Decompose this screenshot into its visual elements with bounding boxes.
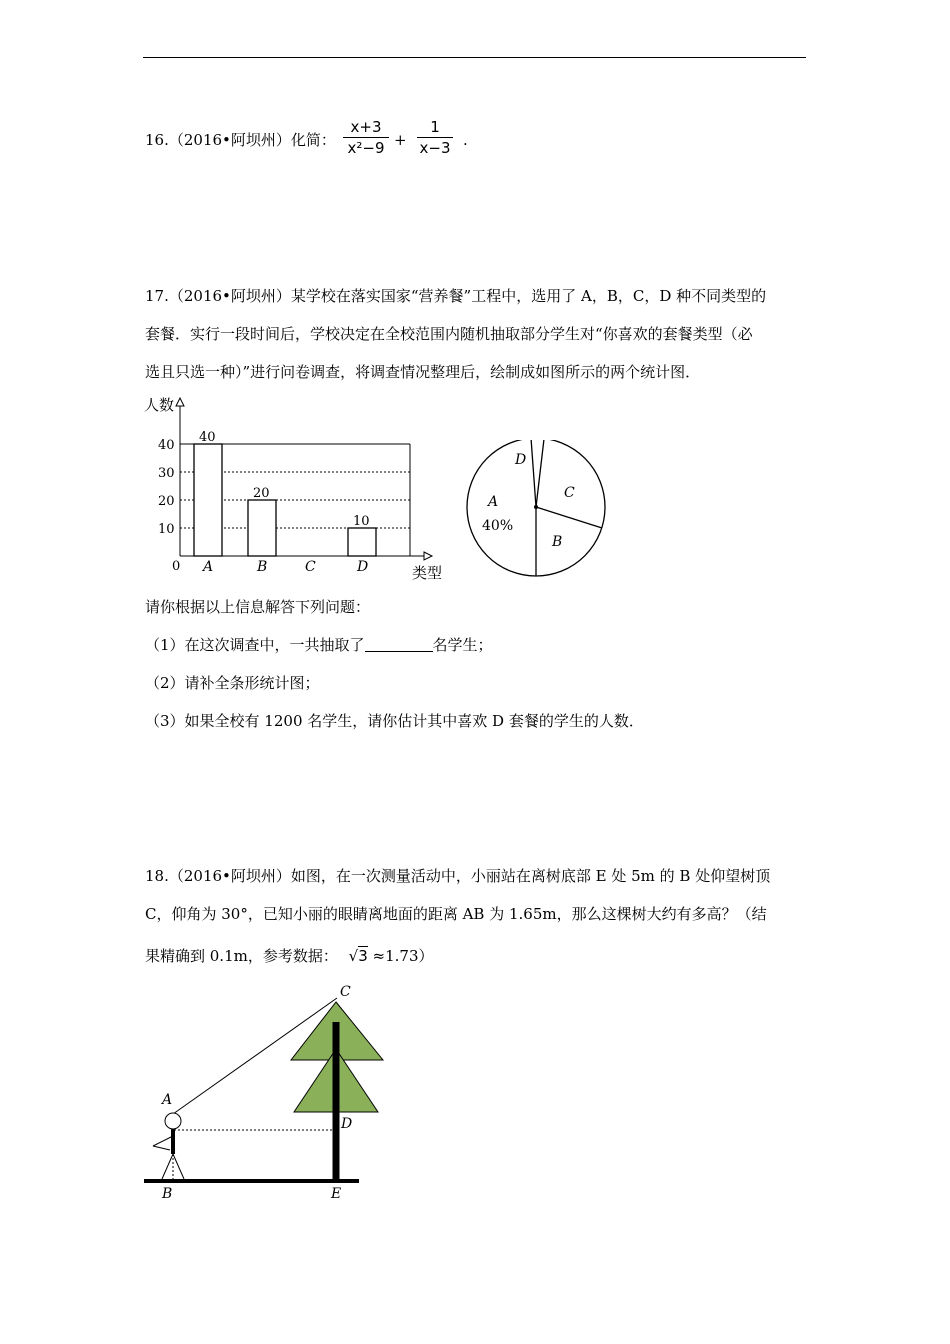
sqrt-symbol: √ [348,947,359,965]
q17-line-1: 17.（2016•阿坝州）某学校在落实国家“营养餐”工程中，选用了 A，B，C，D 种不同类型的 [145,287,767,305]
sqrt-expression [349,947,368,965]
q18-line-3-text: 果精确到 0.1m，参考数据： [145,947,338,965]
header-rule [143,57,806,58]
bar-b [248,500,276,556]
pie-center [534,505,538,509]
bar-a [194,444,222,556]
q16-frac1-denominator: x²−9 [347,139,385,157]
q16-fraction-1 [343,118,389,157]
q17-line-3: 选且只选一种）”进行问卷调查，将调查情况整理后，绘制成如图所示的两个统计图． [145,363,701,381]
x-tick-label-a: A [203,559,214,575]
x-axis-arrow-icon [424,552,432,560]
q17-sub-2: （2）请补全条形统计图； [145,674,320,692]
pie-label-b: B [552,534,563,550]
bar-chart-ylabel: 人数 [144,396,175,414]
q16-frac2-numerator: 1 [430,118,440,136]
q17-sub-1-text-b: 名学生； [432,636,493,654]
q16-plus: + [394,131,407,149]
person-leg-right [173,1154,184,1179]
person-arm-lower [153,1146,170,1150]
x-tick-label-c: C [305,559,316,575]
q17-sub-3: （3）如果全校有 1200 名学生，请你估计其中喜欢 D 套餐的学生的人数． [145,712,644,730]
sqrt-radicand: 3 [358,947,368,965]
person-head [165,1113,181,1129]
x-tick-label-b: B [257,559,268,575]
bar-value-label-d: 10 [353,514,370,529]
fig-label-b: B [162,1186,173,1202]
bar-value-label-a: 40 [199,430,216,445]
fig-label-a: A [162,1092,173,1108]
q18-line-3 [145,946,434,966]
x-tick-label-d: D [357,559,369,575]
person-leg-left [162,1154,173,1179]
q18-approx: ≈1.73） [372,947,434,965]
q18-line-1: 18.（2016•阿坝州）如图，在一次测量活动中，小丽站在离树底部 E 处 5m 的 B 处仰望树顶 [145,867,771,885]
fraction-bar [417,137,453,138]
fig-label-d: D [341,1116,353,1132]
pie-label-a: A [488,494,499,510]
pie-chart [462,440,610,582]
pie-label-d: D [515,452,527,468]
bar-chart-xlabel: 类型 [412,564,443,582]
q17-sub-1-text-a: （1）在这次调查中，一共抽取了 [145,636,365,654]
q17-line-2: 套餐．实行一段时间后，学校决定在全校范围内随机抽取部分学生对“你喜欢的套餐类型（必 [145,325,753,343]
person-arm-upper [153,1136,173,1146]
fraction-bar [343,137,389,138]
bar-chart [138,392,458,587]
q16-period: . [463,131,468,149]
fig-label-c: C [340,984,351,1000]
pie-label-c: C [564,485,575,501]
q16-frac1-numerator: x+3 [350,118,382,136]
q16-frac2-denominator: x−3 [419,139,451,157]
pie-annotation-a: 40% [482,518,514,534]
y-tick-label-40: 40 [158,438,175,453]
tree-figure [140,980,390,1205]
fig-label-e: E [331,1186,342,1202]
answer-blank[interactable] [365,637,433,652]
y-tick-label-30: 30 [158,466,175,481]
bar-d [348,528,376,556]
q17-prompt: 请你根据以上信息解答下列问题： [145,598,371,616]
y-axis-arrow-icon [176,398,184,406]
y-tick-label-10: 10 [158,522,175,537]
q16-prefix: 16.（2016•阿坝州）化简： [145,131,336,149]
bar-value-label-b: 20 [253,486,270,501]
y-tick-label-20: 20 [158,494,175,509]
bar-chart-origin: 0 [172,559,181,574]
q16-fraction-2 [417,118,453,157]
q17-sub-1 [145,635,493,655]
q18-line-2: C，仰角为 30°，已知小丽的眼睛离地面的距离 AB 为 1.65m，那么这棵树大约有多高？（结 [145,905,767,923]
